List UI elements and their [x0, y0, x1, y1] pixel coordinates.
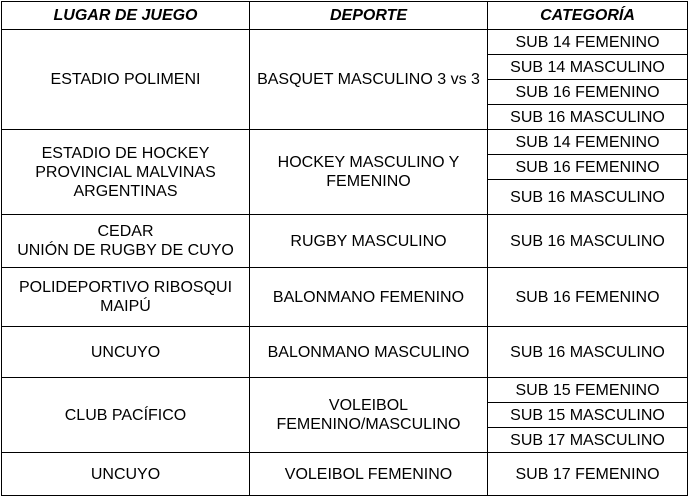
category-cell: SUB 16 MASCULINO [488, 327, 688, 378]
header-sport: DEPORTE [250, 2, 488, 30]
header-venue: LUGAR DE JUEGO [2, 2, 250, 30]
venue-line: ESTADIO DE HOCKEY [41, 144, 210, 162]
header-row [2, 2, 688, 30]
category-cell: SUB 14 FEMENINO [488, 130, 688, 155]
category-cell: SUB 14 MASCULINO [488, 55, 688, 80]
venue-cell [2, 378, 250, 453]
table-body [2, 30, 688, 496]
category-cell: SUB 17 FEMENINO [488, 453, 688, 496]
venue-line: UNIÓN DE RUGBY DE CUYO [17, 242, 234, 259]
category-cell: SUB 16 MASCULINO [488, 105, 688, 130]
sport-line: HOCKEY MASCULINO Y [277, 154, 460, 171]
category-cell: SUB 16 FEMENINO [488, 268, 688, 327]
sport-line: FEMENINO/MASCULINO [276, 416, 461, 433]
venue-cell [2, 130, 250, 215]
sport-cell [250, 30, 488, 130]
sport-cell [250, 215, 488, 268]
venue-cell [2, 268, 250, 327]
table-row [2, 378, 688, 403]
category-cell: SUB 16 FEMENINO [488, 155, 688, 180]
venue-line: CLUB PACÍFICO [64, 406, 187, 424]
sport-line: VOLEIBOL [328, 397, 409, 414]
sport-line: RUGBY MASCULINO [290, 232, 447, 250]
venue-line: PROVINCIAL MALVINAS [35, 163, 216, 181]
venue-line: ARGENTINAS [73, 182, 178, 200]
table-row [2, 130, 688, 155]
venue-line: UNCUYO [90, 343, 161, 361]
category-cell: SUB 15 FEMENINO [488, 378, 688, 403]
venue-line: CEDAR [97, 223, 154, 240]
sport-cell [250, 453, 488, 496]
venue-line: ESTADIO POLIMENI [50, 71, 201, 88]
category-cell: SUB 16 MASCULINO [488, 180, 688, 215]
sport-cell [250, 130, 488, 215]
venue-line: MAIPÚ [100, 298, 151, 315]
table-row [2, 268, 688, 327]
category-cell: SUB 15 MASCULINO [488, 403, 688, 428]
sport-line: BALONMANO MASCULINO [267, 343, 470, 361]
table-row [2, 453, 688, 496]
table-row [2, 215, 688, 268]
category-cell: SUB 16 MASCULINO [488, 215, 688, 268]
sport-cell [250, 268, 488, 327]
category-cell: SUB 14 FEMENINO [488, 30, 688, 55]
venue-line: POLIDEPORTIVO RIBOSQUI [18, 279, 233, 296]
header-category: CATEGORÍA [488, 2, 688, 30]
venue-line: UNCUYO [90, 465, 161, 483]
table-row [2, 30, 688, 55]
venue-cell [2, 30, 250, 130]
category-cell: SUB 16 FEMENINO [488, 80, 688, 105]
table-row [2, 327, 688, 378]
sport-cell [250, 327, 488, 378]
venue-cell [2, 453, 250, 496]
sport-line: FEMENINO [326, 173, 411, 190]
sport-line: BASQUET MASCULINO 3 vs 3 [257, 71, 480, 88]
venue-cell [2, 327, 250, 378]
category-cell: SUB 17 MASCULINO [488, 428, 688, 453]
sport-line: VOLEIBOL FEMENINO [284, 465, 453, 483]
venue-cell [2, 215, 250, 268]
schedule-table [1, 1, 688, 496]
sport-cell [250, 378, 488, 453]
sport-line: BALONMANO FEMENINO [272, 288, 465, 306]
